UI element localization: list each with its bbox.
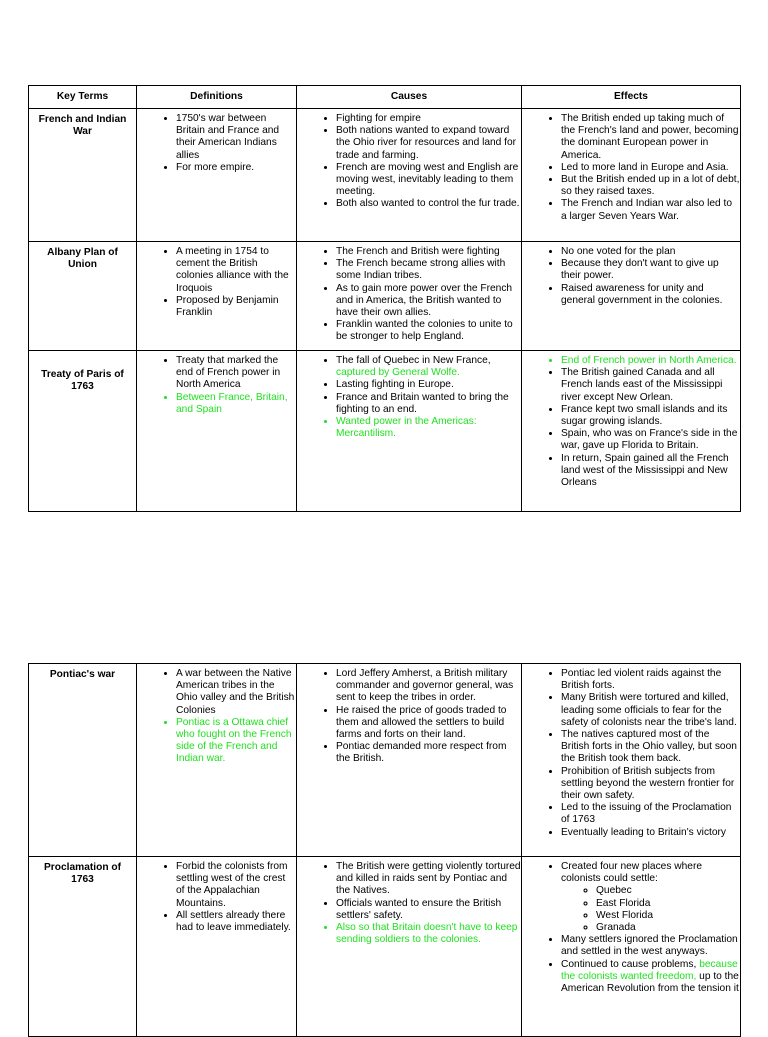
list-item: • Both also wanted to control the fur trade. [336, 198, 521, 210]
causes-cell [297, 664, 522, 857]
table-row [29, 857, 741, 1037]
list-item: • Led to the issuing of the Proclamation of 1763 [561, 802, 740, 826]
list-item: • Many settlers ignored the Proclamation and settled in the west anyways. [561, 934, 740, 958]
list-item: • End of French power in North America. [561, 355, 740, 367]
causes-cell [297, 109, 522, 242]
list-item: • Proposed by Benjamin Franklin [176, 295, 296, 319]
list-item: • Lord Jeffery Amherst, a British military commander and governor general, was sent to keep the tribes in order. [336, 668, 521, 705]
header-row [29, 86, 741, 109]
sub-list-item: ◦ Quebec [596, 885, 740, 897]
list-item: • Officials wanted to ensure the British settlers' safety. [336, 898, 521, 922]
effects-cell [522, 857, 741, 1037]
key-term: Treaty of Paris of 1763 [29, 351, 137, 512]
effect-text: Continued to cause problems, [561, 958, 700, 970]
sub-list-item: ◦ West Florida [596, 910, 740, 922]
list-item: • France and Britain wanted to bring the fighting to an end. [336, 392, 521, 416]
list-item: • In return, Spain gained all the French land west of the Mississippi and New Orleans [561, 453, 740, 490]
list-item: • 1750's war between Britain and France and their American Indians allies [176, 113, 296, 162]
list-item: • Led to more land in Europe and Asia. [561, 162, 740, 174]
list-item: • Forbid the colonists from settling west of the crest of the Appalachian Mountains. [176, 861, 296, 910]
list-item: • Many British were tortured and killed, leading some officials to fear for the safety of colonists near the tribe's land. [561, 692, 740, 729]
list-item: • Pontiac demanded more respect from the British. [336, 741, 521, 765]
sub-list [561, 885, 740, 934]
header-causes: Causes [297, 86, 522, 109]
effect-text: Created four new places where colonists could settle: [561, 861, 703, 885]
key-term: Proclamation of 1763 [29, 857, 137, 1037]
key-term: French and Indian War [29, 109, 137, 242]
list-item: • Wanted power in the Americas: Mercantilism. [336, 416, 521, 440]
list-item [336, 355, 521, 379]
list-item: • Spain, who was on France's side in the war, gave up Florida to Britain. [561, 428, 740, 452]
causes-cell [297, 242, 522, 351]
list-item: • Pontiac is a Ottawa chief who fought on the French side of the French and Indian war. [176, 717, 296, 766]
list-item: • As to gain more power over the French and in America, the British wanted to have their own allies. [336, 283, 521, 320]
effects-cell [522, 109, 741, 242]
table-row [29, 242, 741, 351]
list-item: • Eventually leading to Britain's victory [561, 827, 740, 839]
key-term: Pontiac's war [29, 664, 137, 857]
list-item: • No one voted for the plan [561, 246, 740, 258]
header-effects: Effects [522, 86, 741, 109]
list-item: • Also so that Britain doesn't have to keep sending soldiers to the colonies. [336, 922, 521, 946]
list-item: • The British were getting violently tortured and killed in raids sent by Pontiac and the Natives. [336, 861, 521, 898]
sub-list-item: ◦ East Florida [596, 898, 740, 910]
list-item: • The British gained Canada and all French lands east of the Mississippi river except New Orlean. [561, 367, 740, 404]
list-item [561, 959, 740, 996]
list-item [561, 861, 740, 934]
list-item: • All settlers already there had to leave immediately. [176, 910, 296, 934]
table-row [29, 351, 741, 512]
table-row [29, 109, 741, 242]
causes-cell [297, 351, 522, 512]
table-row [29, 664, 741, 857]
cause-text: The fall of Quebec in New France, [336, 355, 491, 366]
definitions-cell [137, 109, 297, 242]
list-item: • But the British ended up in a lot of debt, so they raised taxes. [561, 174, 740, 198]
list-item: • The French and British were fighting [336, 246, 521, 258]
key-term: Albany Plan of Union [29, 242, 137, 351]
effects-cell [522, 242, 741, 351]
effects-cell [522, 664, 741, 857]
list-item: • Between France, Britain, and Spain [176, 392, 296, 416]
list-item: • Both nations wanted to expand toward the Ohio river for resources and land for trade and farming. [336, 125, 521, 162]
list-item: • A meeting in 1754 to cement the British colonies alliance with the Iroquois [176, 246, 296, 295]
terms-table-1 [28, 85, 741, 512]
list-item: • Raised awareness for unity and general government in the colonies. [561, 283, 740, 307]
highlight-text: because the colonists wanted freedom, [561, 958, 738, 982]
list-item: • Treaty that marked the end of French power in North America [176, 355, 296, 392]
list-item: • Prohibition of British subjects from settling beyond the western frontier for their own safety. [561, 766, 740, 803]
list-item: • Fighting for empire [336, 113, 521, 125]
list-item: • He raised the price of goods traded to them and allowed the settlers to build farms and forts on their land. [336, 705, 521, 742]
list-item: • Because they don't want to give up their power. [561, 258, 740, 282]
list-item: • Pontiac led violent raids against the British forts. [561, 668, 740, 692]
list-item: • Franklin wanted the colonies to unite to be stronger to help England. [336, 319, 521, 343]
list-item: • The British ended up taking much of the French's land and power, becoming the dominant European power in America. [561, 113, 740, 162]
list-item: • For more empire. [176, 162, 296, 174]
list-item: • Lasting fighting in Europe. [336, 379, 521, 391]
effects-cell [522, 351, 741, 512]
header-key-terms: Key Terms [29, 86, 137, 109]
highlight-text: captured by General Wolfe. [336, 367, 460, 379]
definitions-cell [137, 664, 297, 857]
list-item: • A war between the Native American tribes in the Ohio valley and the British Colonies [176, 668, 296, 717]
sub-list-item: ◦ Granada [596, 922, 740, 934]
definitions-cell [137, 857, 297, 1037]
list-item: • The French and Indian war also led to a larger Seven Years War. [561, 198, 740, 222]
definitions-cell [137, 351, 297, 512]
list-item: • The French became strong allies with some Indian tribes. [336, 258, 521, 282]
list-item: • French are moving west and English are moving west, inevitably leading to them meeting. [336, 162, 521, 199]
effect-text: up to the American Revolution from the tension it [561, 970, 739, 995]
definitions-cell [137, 242, 297, 351]
list-item: • The natives captured most of the British forts in the Ohio valley, but soon the British took them back. [561, 729, 740, 766]
list-item: • France kept two small islands and its sugar growing islands. [561, 404, 740, 428]
header-definitions: Definitions [137, 86, 297, 109]
terms-table-2 [28, 663, 741, 1037]
causes-cell [297, 857, 522, 1037]
